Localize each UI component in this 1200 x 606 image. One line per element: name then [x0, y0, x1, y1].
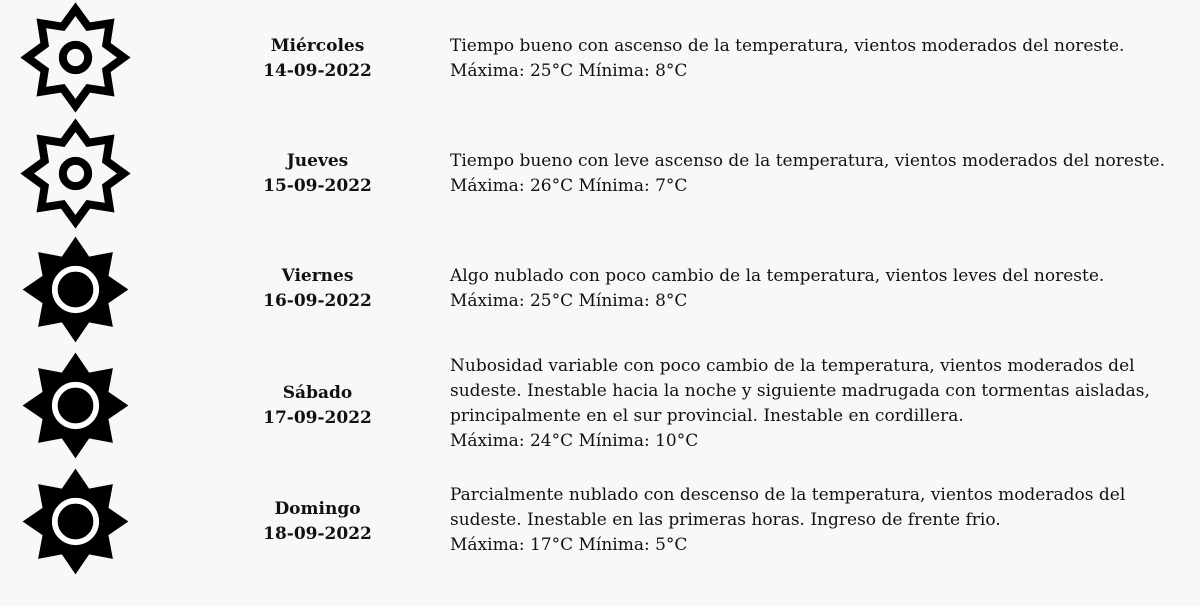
forecast-row [0, 0, 1200, 115]
sun-filled-icon [18, 348, 133, 463]
day-name: Miércoles [270, 36, 365, 56]
day-date: 16-09-2022 [263, 291, 372, 311]
forecast-day [235, 497, 400, 547]
day-name: Sábado [282, 383, 353, 403]
day-date: 15-09-2022 [263, 176, 372, 196]
description-text: Nubosidad variable con poco cambio de la temperatura, vientos moderados del sudeste. Inestable hacia la noche y siguiente madrugada con tormentas aisladas, principalmente en el sur provincial. Inestable en cordillera. [450, 356, 1150, 426]
forecast-row [0, 232, 1200, 347]
sun-outline-icon [18, 0, 133, 115]
description-text: Algo nublado con poco cambio de la temperatura, vientos leves del noreste. [450, 266, 1105, 286]
day-name: Viernes [281, 266, 354, 286]
forecast-description [450, 354, 1198, 454]
forecast-row [0, 348, 1200, 463]
forecast-row [0, 116, 1200, 231]
day-date: 14-09-2022 [263, 61, 372, 81]
forecast-row [0, 464, 1200, 579]
forecast-day [235, 264, 400, 314]
forecast-day [235, 34, 400, 84]
day-date: 17-09-2022 [263, 408, 372, 428]
day-date: 18-09-2022 [263, 524, 372, 544]
temperature-text: Máxima: 25°C Mínima: 8°C [450, 61, 688, 81]
description-text: Tiempo bueno con leve ascenso de la temperatura, vientos moderados del noreste. [450, 151, 1165, 171]
temperature-text: Máxima: 26°C Mínima: 7°C [450, 176, 688, 196]
temperature-text: Máxima: 25°C Mínima: 8°C [450, 291, 688, 311]
forecast-description [450, 149, 1198, 199]
sun-outline-icon [18, 116, 133, 231]
forecast-day [235, 381, 400, 431]
temperature-text: Máxima: 24°C Mínima: 10°C [450, 431, 699, 451]
forecast-description [450, 34, 1198, 84]
temperature-text: Máxima: 17°C Mínima: 5°C [450, 535, 688, 555]
forecast-description [450, 264, 1198, 314]
day-name: Jueves [286, 151, 349, 171]
description-text: Tiempo bueno con ascenso de la temperatura, vientos moderados del noreste. [450, 36, 1125, 56]
forecast-day [235, 149, 400, 199]
sun-filled-icon [18, 464, 133, 579]
sun-filled-icon [18, 232, 133, 347]
day-name: Domingo [274, 499, 361, 519]
description-text: Parcialmente nublado con descenso de la temperatura, vientos moderados del sudeste. Inestable en las primeras horas. Ingreso de frente frio. [450, 485, 1126, 530]
forecast-description [450, 483, 1198, 558]
